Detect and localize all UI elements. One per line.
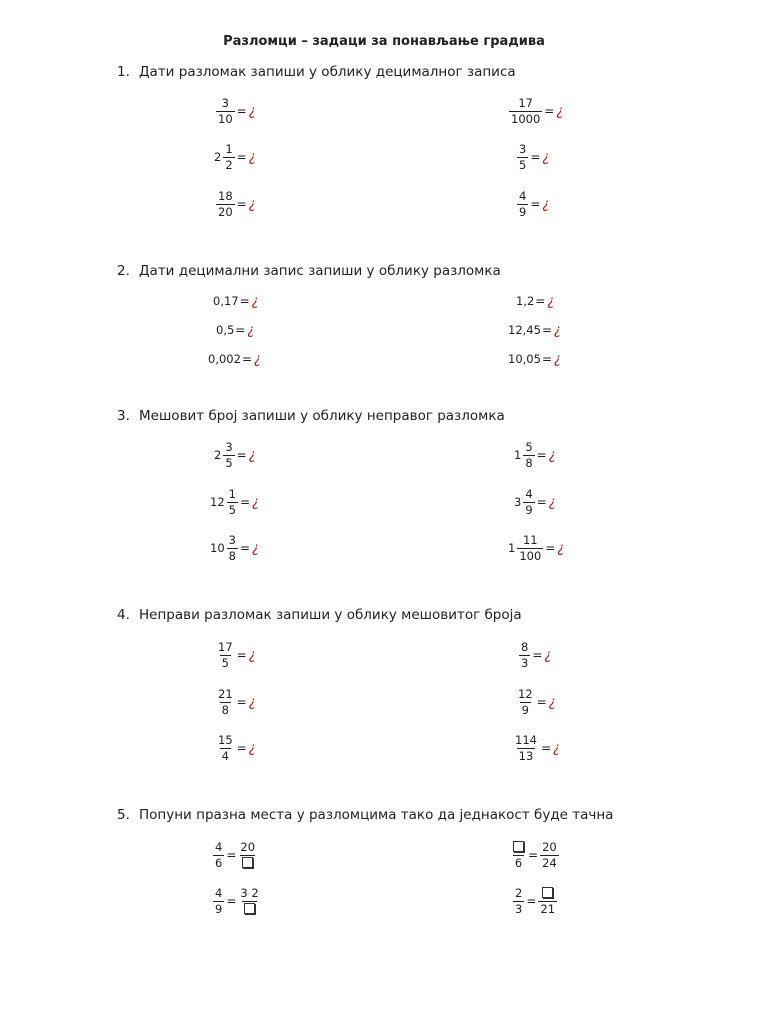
exercise-1d: $\frac{3}{5}$ = ¿: [519, 141, 550, 172]
section-5-heading: [117, 807, 613, 823]
exercise-1e: $\frac{18}{20}$ = ¿: [218, 188, 256, 219]
exercise-3f: 1 $\frac{11}{100}$ = ¿: [508, 532, 565, 563]
exercise-3c: 12 $\frac{1}{5}$ = ¿: [210, 486, 259, 517]
exercise-1f: $\frac{4}{9}$ = ¿: [519, 188, 550, 219]
answer-placeholder: ¿: [248, 149, 256, 165]
section-number: 5.: [117, 807, 130, 823]
exercise-1a: $\frac{3}{10}$ = ¿: [218, 95, 256, 126]
answer-placeholder: ¿: [542, 149, 550, 165]
fraction: 3 2: [238, 887, 260, 916]
answer-placeholder: ¿: [248, 740, 256, 756]
answer-placeholder: ¿: [247, 322, 255, 338]
fraction: $\frac{17}{1000}$: [511, 95, 541, 126]
section-2-heading: [117, 263, 501, 279]
answer-placeholder: ¿: [548, 494, 556, 510]
fraction: $\frac{3}{8}$: [228, 532, 236, 563]
decimal-value: 0,17: [213, 294, 239, 308]
fraction: $\frac{4}{9}$: [215, 885, 223, 916]
fraction: $\frac{11}{100}$: [519, 532, 542, 563]
fraction: $\frac{2}{3}$: [515, 885, 523, 916]
fraction: $\frac{4}{9}$: [519, 188, 527, 219]
section-number: 3.: [117, 408, 130, 424]
exercise-3b: 1 $\frac{5}{8}$ = ¿: [514, 439, 556, 470]
decimal-value: 0,5: [216, 323, 235, 337]
fraction: $\frac{17}{5}$: [218, 639, 233, 670]
fraction: $\frac{8}{3}$: [521, 639, 529, 670]
exercise-2f: 10,05 = ¿: [508, 351, 561, 367]
exercise-5b: 6 = $\frac{20}{24}$: [510, 835, 560, 875]
exercise-1c: 2 $\frac{1}{2}$ = ¿: [214, 141, 256, 172]
fraction: $\frac{3}{5}$: [519, 141, 527, 172]
exercise-4f: $\frac{114}{13}$ = ¿: [515, 732, 560, 763]
fraction: 6: [511, 841, 526, 870]
fraction: $\frac{15}{4}$: [218, 732, 233, 763]
decimal-value: 0,002: [208, 352, 241, 366]
blank-box[interactable]: [242, 857, 253, 868]
whole-part: 3: [514, 495, 522, 509]
exercise-5d: $\frac{2}{3}$ = 21: [515, 885, 556, 916]
exercise-5a: $\frac{4}{6}$ = 20: [215, 839, 256, 870]
answer-placeholder: ¿: [547, 293, 555, 309]
page-title: Разломци – задаци за понављање градива: [223, 34, 545, 49]
whole-part: 12: [210, 495, 225, 509]
exercise-3e: 10 $\frac{3}{8}$ = ¿: [210, 532, 259, 563]
fraction: $\frac{18}{20}$: [218, 188, 233, 219]
exercise-2b: 1,2 = ¿: [516, 293, 555, 309]
fraction: $\frac{3}{10}$: [218, 95, 233, 126]
answer-placeholder: ¿: [254, 351, 261, 367]
exercise-5c: $\frac{4}{9}$ = 3 2: [215, 885, 259, 916]
answer-placeholder: ¿: [252, 540, 259, 556]
fraction: $\frac{1}{5}$: [228, 486, 236, 517]
section-3-heading: [117, 408, 505, 424]
answer-placeholder: ¿: [248, 196, 256, 212]
exercise-2e: 0,002 = ¿: [208, 351, 261, 367]
blank-box[interactable]: [542, 887, 553, 898]
exercise-4a: $\frac{17}{5}$ = ¿: [218, 639, 256, 670]
section-text: Дати разломак запиши у облику децималног записа: [139, 64, 516, 80]
fraction: $\frac{5}{8}$: [525, 439, 533, 470]
answer-placeholder: ¿: [556, 103, 564, 119]
fraction: $\frac{4}{6}$: [215, 839, 223, 870]
decimal-value: 12,45: [508, 323, 541, 337]
fraction: $\frac{12}{9}$: [518, 686, 533, 717]
answer-placeholder: ¿: [248, 647, 256, 663]
exercise-2c: 0,5 = ¿: [216, 322, 255, 338]
section-number: 2.: [117, 263, 130, 279]
answer-placeholder: ¿: [542, 196, 550, 212]
exercise-2a: 0,17 = ¿: [213, 293, 259, 309]
answer-placeholder: ¿: [548, 447, 556, 463]
blank-box[interactable]: [244, 903, 255, 914]
fraction: $\frac{1}{2}$: [225, 141, 233, 172]
exercise-1b: $\frac{17}{1000}$ = ¿: [511, 95, 564, 126]
section-number: 4.: [117, 607, 130, 623]
exercise-4e: $\frac{15}{4}$ = ¿: [218, 732, 256, 763]
answer-placeholder: ¿: [248, 447, 256, 463]
fraction: 21: [538, 887, 557, 916]
section-4-heading: [117, 607, 522, 623]
fraction: $\frac{21}{8}$: [218, 686, 233, 717]
answer-placeholder: ¿: [544, 647, 552, 663]
answer-placeholder: ¿: [553, 740, 560, 756]
answer-placeholder: ¿: [557, 540, 565, 556]
whole-part: 1: [508, 541, 516, 555]
section-number: 1.: [117, 64, 130, 80]
answer-placeholder: ¿: [248, 103, 256, 119]
decimal-value: 10,05: [508, 352, 541, 366]
decimal-value: 1,2: [516, 294, 535, 308]
section-text: Попуни празна места у разломцима тако да једнакост буде тачна: [139, 807, 614, 823]
fraction: 20: [238, 841, 257, 870]
answer-placeholder: ¿: [251, 293, 259, 309]
exercise-2d: 12,45 = ¿: [508, 322, 561, 338]
answer-placeholder: ¿: [248, 694, 256, 710]
whole-part: 2: [214, 448, 222, 462]
answer-placeholder: ¿: [252, 494, 259, 510]
whole-part: 10: [210, 541, 225, 555]
blank-box[interactable]: [513, 841, 524, 852]
answer-placeholder: ¿: [548, 694, 556, 710]
section-text: Дати децимални запис запиши у облику разломка: [139, 263, 501, 279]
section-text: Мешовит број запиши у облику неправог разломка: [139, 408, 505, 424]
section-1-heading: [117, 64, 516, 80]
section-text: Неправи разломак запиши у облику мешовитог броја: [139, 607, 522, 623]
exercise-4b: $\frac{8}{3}$ = ¿: [521, 639, 552, 670]
exercise-4c: $\frac{21}{8}$ = ¿: [218, 686, 256, 717]
exercise-3a: 2 $\frac{3}{5}$ = ¿: [214, 439, 256, 470]
exercise-4d: $\frac{12}{9}$ = ¿: [518, 686, 556, 717]
whole-part: 2: [214, 150, 222, 164]
answer-placeholder: ¿: [554, 322, 561, 338]
fraction: $\frac{20}{24}$: [542, 839, 557, 870]
fraction: $\frac{4}{9}$: [525, 486, 533, 517]
fraction: $\frac{3}{5}$: [225, 439, 233, 470]
whole-part: 1: [514, 448, 522, 462]
fraction: $\frac{114}{13}$: [515, 732, 537, 763]
exercise-3d: 3 $\frac{4}{9}$ = ¿: [514, 486, 556, 517]
answer-placeholder: ¿: [554, 351, 561, 367]
